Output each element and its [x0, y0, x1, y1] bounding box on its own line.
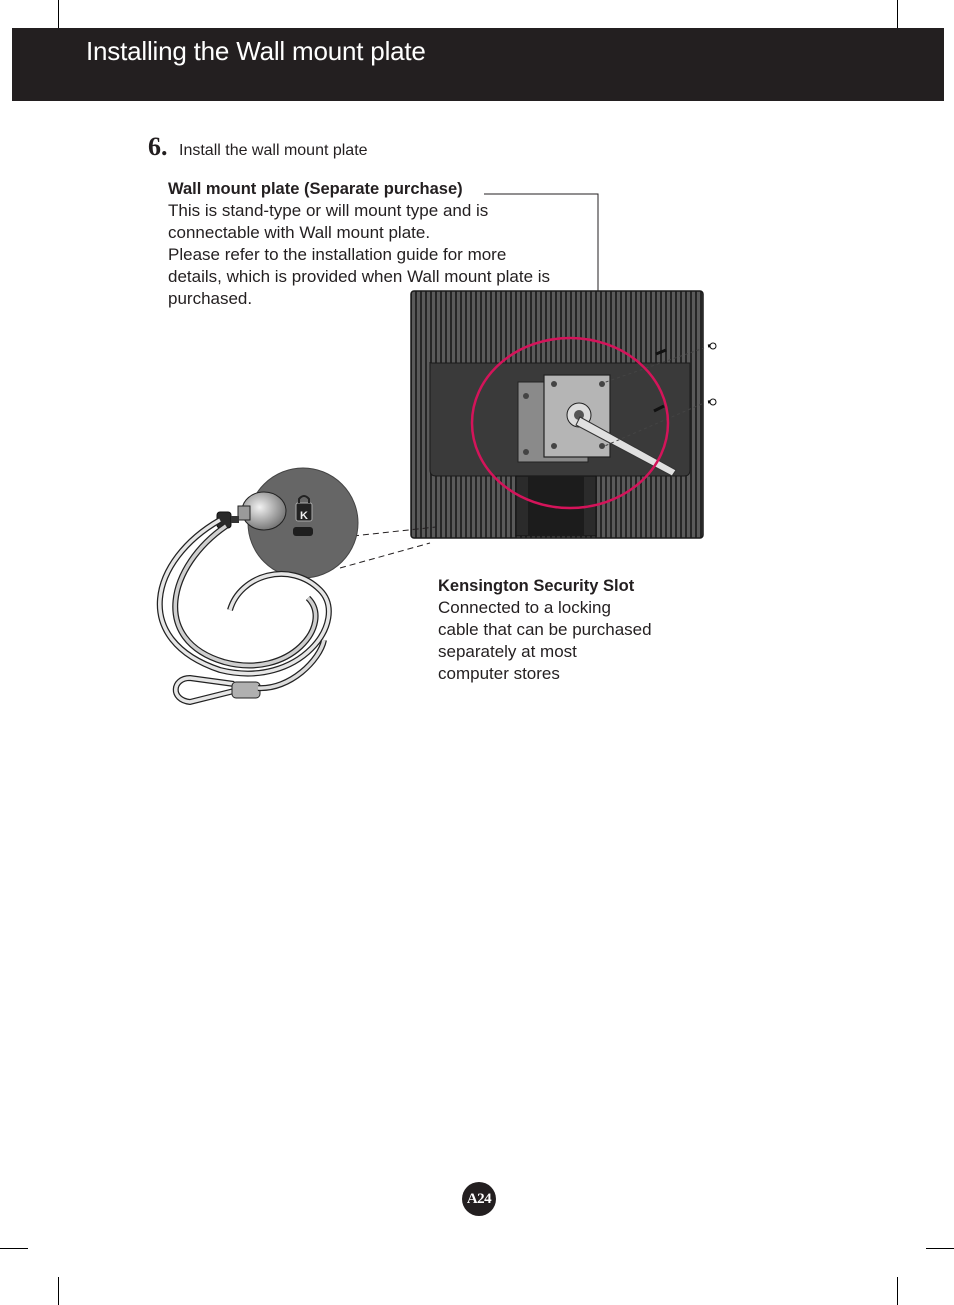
- callout-line: cable that can be purchased: [438, 620, 652, 639]
- kensington-callout-title: Kensington Security Slot: [438, 577, 635, 595]
- callout-line: This is stand-type or will mount type and is: [168, 201, 489, 220]
- page-title: Installing the Wall mount plate: [86, 36, 426, 66]
- callout-line: details, which is provided when Wall mount plate is: [168, 267, 551, 286]
- crop-mark: [926, 1248, 954, 1249]
- step-instruction: Install the wall mount plate: [179, 142, 368, 159]
- callout-line: purchased.: [168, 289, 253, 308]
- callout-line: separately at most: [438, 642, 577, 661]
- kensington-callout: [438, 575, 678, 685]
- callout-line: Connected to a locking: [438, 598, 611, 617]
- callout-line: connectable with Wall mount plate.: [168, 223, 431, 242]
- crop-mark: [897, 1277, 898, 1305]
- security-slot: [293, 527, 313, 536]
- page-number-badge: A24: [462, 1182, 496, 1216]
- step-number: 6.: [148, 132, 168, 161]
- wall-mount-callout: [168, 178, 588, 310]
- crop-mark: [58, 1277, 59, 1305]
- svg-text:K: K: [300, 510, 308, 522]
- wall-mount-callout-title: Wall mount plate (Separate purchase): [168, 180, 463, 198]
- callout-line: Please refer to the installation guide for more: [168, 245, 507, 264]
- security-lock-icon: [217, 492, 286, 530]
- crop-mark: [0, 1248, 28, 1249]
- callout-line: computer stores: [438, 664, 560, 683]
